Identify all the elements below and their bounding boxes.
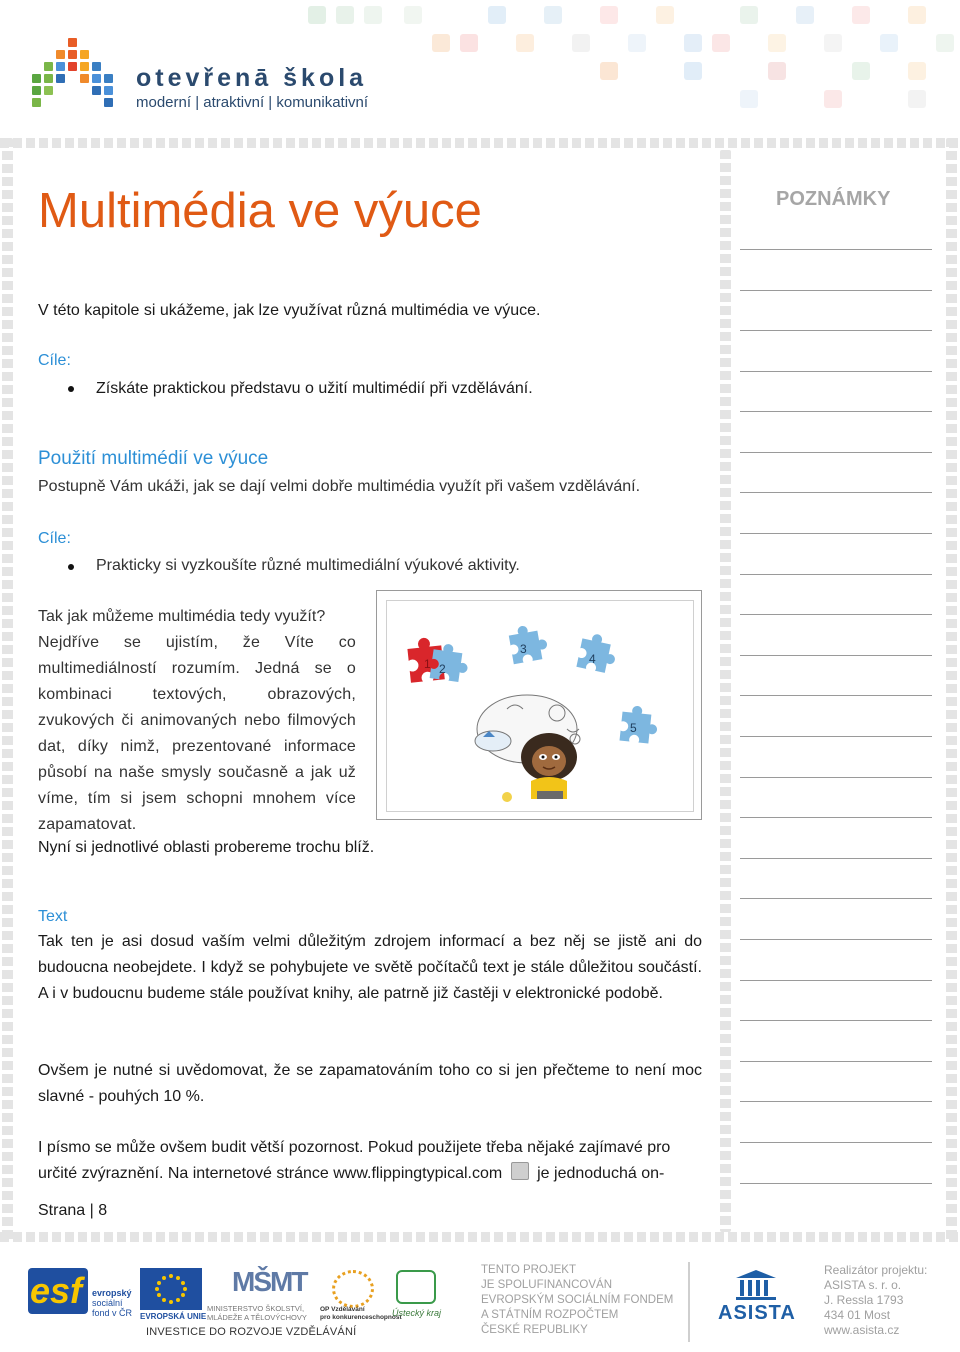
goal-item: Získáte praktickou představu o užití multimédií při vzdělávání. <box>96 380 533 397</box>
esf-text: esf <box>30 1270 83 1311</box>
right-border-dots <box>946 138 957 1242</box>
section-heading: Použití multimédií ve výuce <box>38 448 269 469</box>
section-intro: Postupně Vám ukáži, jak se dají velmi dobře multimédia využít při vašem vzdělávání. <box>38 478 641 495</box>
goals-label: Cíle: <box>38 530 71 547</box>
page-number: Strana | 8 <box>38 1202 108 1219</box>
esf-line: evropský <box>92 1288 132 1298</box>
goal-item: Prakticky si vyzkoušíte různé multimediální výukové aktivity. <box>96 557 520 574</box>
bullet-icon <box>68 564 74 570</box>
project-line: TENTO PROJEKT <box>481 1264 576 1276</box>
msmt-line: MLÁDEŽE A TĚLOVÝCHOVY <box>207 1313 307 1322</box>
puzzle-piece-3 <box>508 622 550 664</box>
project-line: JE SPOLUFINANCOVÁN <box>481 1279 612 1291</box>
text-paragraph-2: Ovšem je nutné si uvědomovat, že se zapamatováním toho co si jen přečteme to není moc slavné - pouhých 10 %. <box>38 1062 702 1105</box>
realizator-line: Realizátor projektu: <box>824 1263 928 1277</box>
eu-stars-icon <box>140 1268 202 1310</box>
multimedia-paragraph: Nejdříve se ujistím, že Víte co multimediálností rozumím. Jedná se o kombinaci textových, obrazových, zvukových či animovaných nebo filmových dat, díky nimž, prezentované informace působí na naše smysly současně a jak už víme, tím si jsem schopni mnohem více zapamatovat. <box>38 634 356 833</box>
next-paragraph: Nyní si jednotlivé oblasti probereme trochu blíž. <box>38 839 375 856</box>
footer-divider <box>688 1262 690 1342</box>
building-icon <box>734 1268 778 1302</box>
op-line: pro konkurenceschopnost <box>320 1314 402 1321</box>
project-line: A STÁTNÍM ROZPOČTEM <box>481 1309 619 1321</box>
puzzle-label-4: 4 <box>589 652 596 666</box>
text-paragraph-3-end: je jednoduchá on- <box>537 1165 665 1182</box>
notes-heading: POZNÁMKY <box>776 188 891 210</box>
puzzle-label-3: 3 <box>520 642 527 656</box>
op-line: OP Vzdělávání <box>320 1306 365 1313</box>
puzzle-piece-5 <box>620 704 660 744</box>
text-heading: Text <box>38 908 68 925</box>
realizator-line: www.asista.cz <box>824 1323 900 1337</box>
bullet-icon <box>68 386 74 392</box>
goals-label: Cíle: <box>38 352 71 369</box>
text-paragraph-3-start: I písmo se může ovšem budit větší pozornost. Pokud použijete třeba nějaké zajímavé pro určité zvýraznění. Na internetové stránce www.flippingtypical.com <box>38 1139 671 1182</box>
esf-line: sociální <box>92 1298 123 1308</box>
flower-doodle <box>502 792 512 802</box>
msmt-line: MINISTERSTVO ŠKOLSTVÍ, <box>207 1304 305 1313</box>
question-text: Tak jak můžeme multimédia tedy využít? <box>38 608 326 625</box>
realizator-line: ASISTA s. r. o. <box>824 1278 902 1292</box>
multimedia-illustration <box>376 590 702 820</box>
investice-label: INVESTICE DO ROZVOJE VZDĚLÁVÁNÍ <box>146 1326 357 1338</box>
project-line: ČESKÉ REPUBLIKY <box>481 1324 588 1336</box>
top-border-dots <box>0 138 960 148</box>
puzzle-label-2: 2 <box>439 662 446 676</box>
left-border-dots <box>2 138 13 1242</box>
logo-subtitle: moderní | atraktivní | komunikativní <box>136 94 369 111</box>
project-line: EVROPSKÝM SOCIÁLNÍM FONDEM <box>481 1294 674 1306</box>
notes-divider-dots <box>720 150 731 1232</box>
puzzle-label-1: 1 <box>424 657 431 671</box>
ustecky-label: Ústecký kraj <box>392 1308 442 1318</box>
eu-label: EVROPSKÁ UNIE <box>140 1312 207 1321</box>
link-thumbnail-icon <box>511 1162 529 1180</box>
text-paragraph-3 <box>38 1135 702 1187</box>
intro-text: V této kapitole si ukážeme, jak lze využívat různá multimédia ve výuce. <box>38 302 541 319</box>
esf-line: fond v ČR <box>92 1308 133 1318</box>
logo-title: otevřenā škola <box>136 64 368 92</box>
realizator-line: 434 01 Most <box>824 1308 891 1322</box>
puzzle-illustration <box>387 601 693 811</box>
character-figure <box>521 733 577 799</box>
page-title: Multimédia ve výuce <box>38 184 482 238</box>
text-paragraph-1: Tak ten je asi dosud vaším velmi důležitým zdrojem informací a bez něj se jistě ani do budoucna neobejdete. I když se pohybujete ve světě počítačů text je stále důležitou součástí. A i v budoucnu budeme stále používat knihy, ale patrně již častěji v elektronické podobě. <box>38 933 702 1002</box>
bottom-border-dots <box>0 1232 960 1242</box>
realizator-line: J. Ressla 1793 <box>824 1293 904 1307</box>
puzzle-label-5: 5 <box>630 721 637 735</box>
asista-label: ASISTA <box>718 1302 796 1324</box>
puzzle-piece-4 <box>576 631 619 674</box>
